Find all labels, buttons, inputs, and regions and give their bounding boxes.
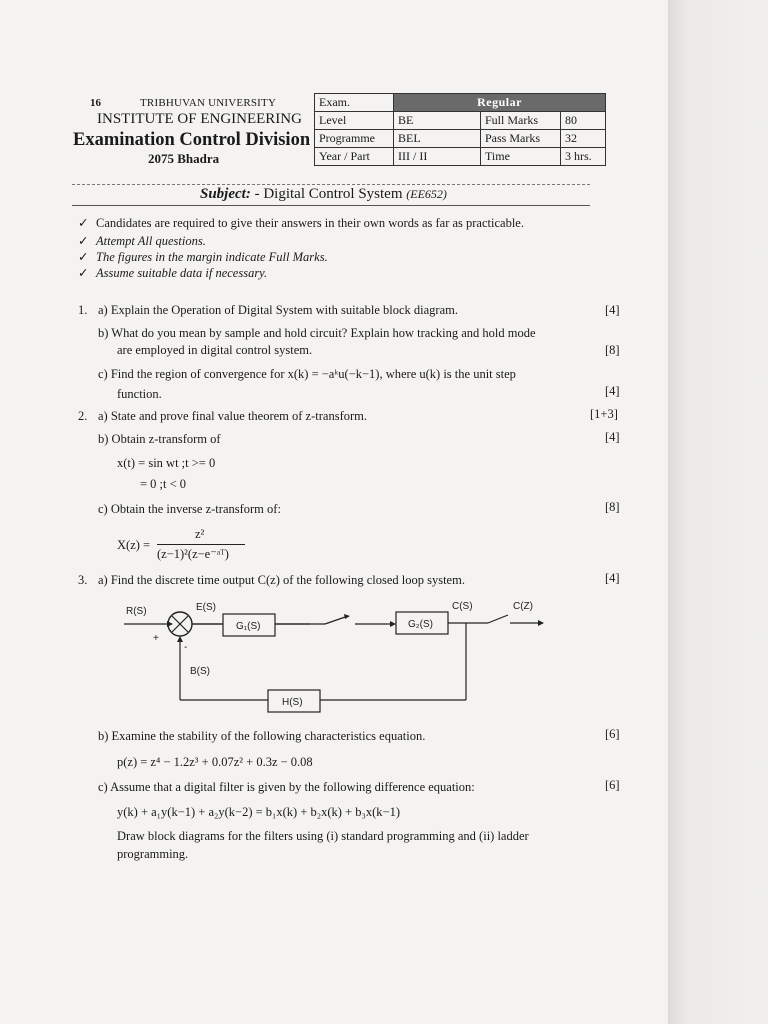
instruction-2: ✓ Attempt All questions. [78,234,206,248]
question-2b-marks: [4] [605,430,620,444]
check-icon: ✓ [78,266,89,280]
division-name: Examination Control Division [73,130,311,150]
question-2c-numerator: z² [195,527,205,541]
question-2c-lhs: X(z) = [117,538,151,552]
question-3b-marks: [6] [605,727,620,741]
question-2b: b) Obtain z-transform of [98,432,221,446]
question-2a: a) State and prove final value theorem of z-transform. [98,409,367,423]
label-e: E(S) [196,602,216,613]
label-r: R(S) [126,606,147,617]
programme-label: Programme [315,130,394,148]
pass-marks-label: Pass Marks [481,130,561,148]
instruction-4: ✓ Assume suitable data if necessary. [78,266,268,280]
label-g2: G₂(S) [408,619,433,630]
question-3c-marks: [6] [605,778,620,792]
paper-edge [668,0,768,1024]
subject-divider [72,205,590,206]
question-3a-marks: [4] [605,571,620,585]
question-3c-equation: y(k) + a₁y(k−1) + a₂y(k−2) = b₁x(k) + b₂x(k) + b₃x(k−1) [117,805,400,819]
level-label: Level [315,112,394,130]
check-icon: ✓ [78,250,89,264]
institute-name: INSTITUTE OF ENGINEERING [97,111,302,127]
block-diagram-svg [110,592,570,722]
year-part-value: III / II [394,148,481,166]
subject-label: Subject: [200,186,251,202]
question-1a: a) Explain the Operation of Digital System with suitable block diagram. [98,303,458,317]
fraction-bar [157,544,245,545]
question-2b-equation-1: x(t) = sin wt ;t >= 0 [117,456,216,470]
question-1c-line2: function. [117,387,162,401]
question-3c-line2: programming. [117,847,189,861]
subject-name: - Digital Control System [250,186,407,202]
check-icon: ✓ [78,216,89,230]
check-icon: ✓ [78,234,89,248]
question-2c-marks: [8] [605,500,620,514]
exam-value: Regular [394,94,606,112]
university-name: TRIBHUVAN UNIVERSITY [140,97,277,109]
time-value: 3 hrs. [561,148,606,166]
level-value: BE [394,112,481,130]
top-divider [72,184,590,185]
question-1c-line1: c) Find the region of convergence for x(k) = −aᵏu(−k−1), where u(k) is the unit step [98,367,516,381]
question-3b-equation: p(z) = z⁴ − 1.2z³ + 0.07z² + 0.3z − 0.08 [117,755,313,769]
time-label: Time [481,148,561,166]
year-part-label: Year / Part [315,148,394,166]
question-3-number: 3. [78,573,88,587]
question-3c: c) Assume that a digital filter is given by the following difference equation: [98,780,475,794]
question-2-number: 2. [78,409,88,423]
label-b: B(S) [190,666,210,677]
question-3b: b) Examine the stability of the following characteristics equation. [98,729,426,743]
question-1b-marks: [8] [605,343,620,357]
label-plus: + [153,633,159,644]
label-c-s: C(S) [452,601,473,612]
question-1-number: 1. [78,303,88,317]
instruction-3: ✓ The figures in the margin indicate Full Marks. [78,250,328,264]
label-minus: - [184,642,188,653]
exam-label: Exam. [315,94,394,112]
pass-marks-value: 32 [561,130,606,148]
programme-value: BEL [394,130,481,148]
exam-info-table [314,93,606,166]
question-2b-equation-2: = 0 ;t < 0 [140,477,187,491]
question-3c-line1: Draw block diagrams for the filters using (i) standard programming and (ii) ladder [117,829,529,843]
page-number: 16 [90,97,101,109]
label-h: H(S) [282,697,303,708]
question-3a: a) Find the discrete time output C(z) of the following closed loop system. [98,573,465,587]
question-1b-line1: b) What do you mean by sample and hold circuit? Explain how tracking and hold mode [98,326,536,340]
question-1a-marks: [4] [605,303,620,317]
question-1b-line2: are employed in digital control system. [117,343,313,357]
label-c-z: C(Z) [513,601,533,612]
question-2c-denominator: (z−1)²(z−e⁻ᵃᵀ) [157,547,229,561]
question-1c-marks: [4] [605,384,620,398]
question-2a-marks: [1+3] [590,407,618,421]
question-2c: c) Obtain the inverse z-transform of: [98,502,281,516]
full-marks-value: 80 [561,112,606,130]
subject-line [200,186,447,203]
subject-code: (EE652) [406,187,447,201]
instruction-1: ✓ Candidates are required to give their answers in their own words as far as practicable. [78,216,524,230]
block-diagram [110,592,570,722]
full-marks-label: Full Marks [481,112,561,130]
exam-date: 2075 Bhadra [148,151,220,166]
label-g1: G₁(S) [236,621,261,632]
